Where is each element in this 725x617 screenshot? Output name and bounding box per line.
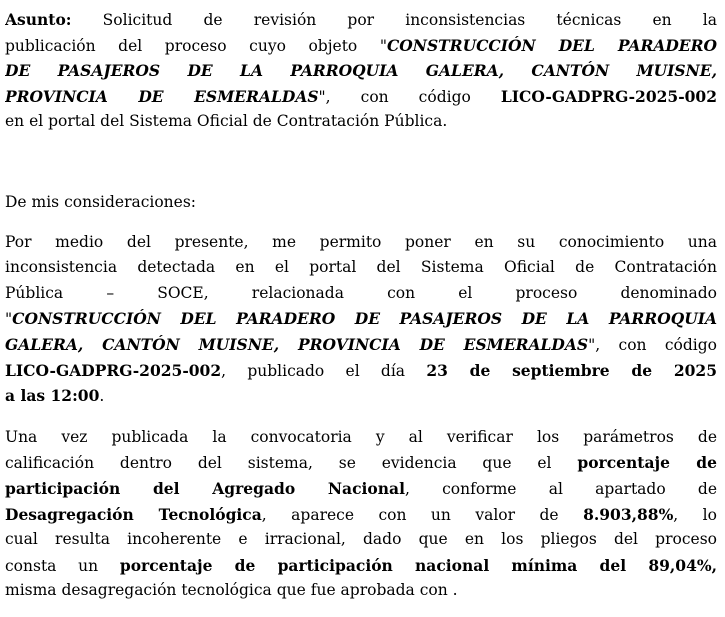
text-line: [5, 383, 717, 409]
text-line: [5, 476, 717, 502]
text-segment-normal: cual resulta incoherente e irracional, dado que en los pliegos del proceso: [5, 530, 717, 549]
text-segment-normal: ", con código: [588, 335, 717, 354]
text-line: [5, 58, 717, 84]
text-line: [5, 33, 717, 59]
subject-paragraph: [5, 7, 717, 135]
text-line: [5, 450, 717, 476]
text-segment-normal: misma desagregación tecnológica que fue aprobada con .: [5, 581, 458, 600]
text-segment-bold-italic: CONSTRUCCIÓN DEL PARADERO: [386, 35, 717, 55]
text-segment-normal: Pública – SOCE, relacionada con el proceso denominado: [5, 283, 717, 302]
text-line: [5, 553, 717, 579]
salutation-paragraph: [5, 190, 717, 216]
text-segment-normal: ", con código: [318, 87, 501, 106]
text-line: [5, 84, 717, 110]
text-segment-bold: porcentaje de: [577, 453, 717, 473]
text-line: [5, 502, 717, 528]
text-line: [5, 109, 717, 135]
text-segment-bold-italic: CONSTRUCCIÓN DEL PARADERO DE PASAJEROS DE LA PARROQUIA: [12, 309, 717, 329]
text-segment-bold-italic: DE PASAJEROS DE LA PARROQUIA GALERA, CANTÓN MUISNE,: [5, 61, 717, 81]
text-segment-normal: Solicitud de revisión por inconsistencias técnicas en la: [71, 11, 717, 29]
body-paragraph-1: [5, 230, 717, 409]
text-segment-bold-italic: GALERA, CANTÓN MUISNE, PROVINCIA DE ESMERALDAS: [5, 334, 589, 354]
text-segment-normal: consta un: [5, 556, 120, 575]
text-segment-bold: participación del Agregado Nacional: [5, 478, 405, 498]
text-line: [5, 255, 717, 281]
text-segment-normal: , publicado el día: [221, 361, 427, 380]
text-segment-normal: , aparece con un valor de: [261, 505, 584, 524]
text-segment-bold-italic: PROVINCIA DE ESMERALDAS: [5, 86, 319, 106]
text-segment-bold: Desagregación Tecnológica: [5, 504, 262, 524]
text-line: [5, 281, 717, 307]
text-segment-normal: ": [5, 310, 13, 329]
body-paragraph-2: [5, 425, 717, 604]
text-line: [5, 306, 717, 332]
text-segment-normal: , lo: [673, 505, 717, 524]
text-segment-bold: Asunto:: [5, 10, 72, 29]
text-segment-normal: De mis consideraciones:: [5, 192, 197, 211]
text-segment-normal: .: [99, 387, 105, 406]
text-segment-normal: inconsistencia detectada en el portal del Sistema Oficial de Contratación: [5, 258, 717, 277]
text-segment-normal: en el portal del Sistema Oficial de Contratación Pública.: [5, 112, 448, 131]
text-segment-normal: publicación del proceso cuyo objeto ": [5, 36, 387, 55]
text-line: [5, 7, 717, 33]
text-line: [5, 527, 717, 553]
text-segment-bold: porcentaje de participación nacional mínima del 89,04%,: [119, 555, 717, 575]
text-segment-bold: 23 de septiembre de 2025: [426, 360, 717, 380]
text-segment-normal: , conforme al apartado de: [404, 479, 717, 498]
text-line: [5, 358, 717, 384]
text-line: [5, 425, 717, 451]
text-line: [5, 578, 717, 604]
text-segment-bold: a las 12:00: [5, 386, 100, 406]
text-segment-normal: calificación dentro del sistema, se evidencia que el: [5, 454, 578, 473]
text-line: [5, 230, 717, 256]
text-segment-normal: Por medio del presente, me permito poner en su conocimiento una: [5, 232, 717, 251]
text-line: [5, 190, 717, 216]
text-segment-bold: LICO-GADPRG-2025-002: [500, 86, 717, 106]
text-line: [5, 332, 717, 358]
text-segment-normal: Una vez publicada la convocatoria y al verificar los parámetros de: [5, 427, 717, 446]
text-segment-bold: 8.903,88%: [583, 504, 674, 524]
text-segment-bold: LICO-GADPRG-2025-002: [5, 360, 222, 380]
